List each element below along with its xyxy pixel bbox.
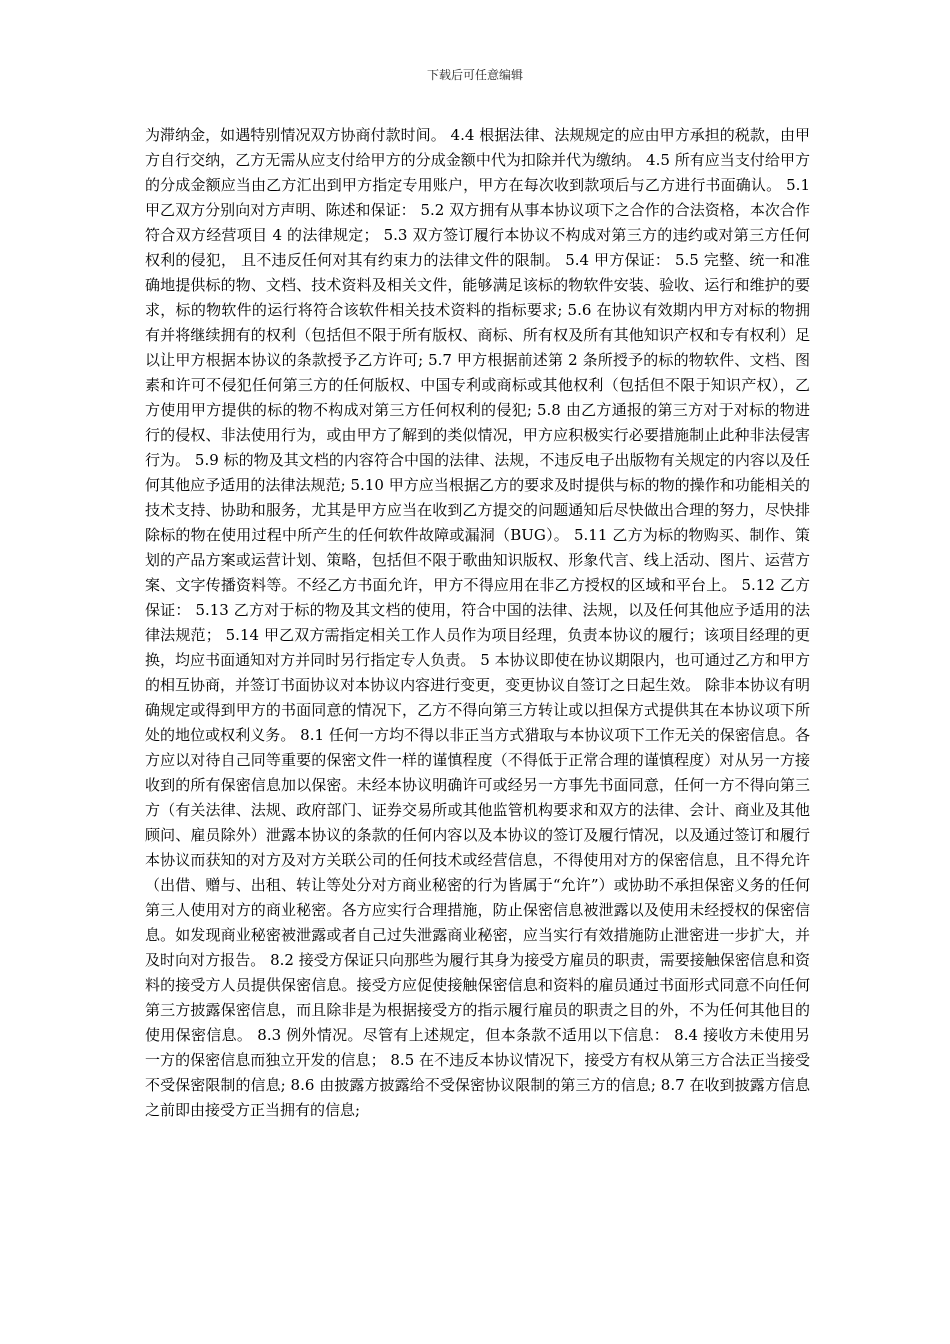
page-header-note: 下载后可任意编辑 <box>426 68 523 82</box>
document-body-text: 为滞纳金，如遇特别情况双方协商付款时间。 4.4 根据法律、法规规定的应由甲方承担的税款，由甲方自行交纳，乙方无需从应支付给甲方的分成金额中代为扣除并代为缴纳。 4.5 所有应当支付给甲方的分成金额应当由乙方汇出到甲方指定专用账户，甲方在每次收到款项后与乙方进行书面确认。 5.1 甲乙双方分别向对方声明、陈述和保证： 5.2 双方拥有从事本协议项下之合作的合法资格，本次合作符合双方经营项目 4 的法律规定； 5.3 双方签订履行本协议不构成对第三方的违约或对第三方任何权利的侵犯， 且不违反任何对其有约束力的法律文件的限制。 5.4 甲方保证： 5.5 完整、统一和准确地提供标的物、文档、技术资料及相关文件，能够满足该标的物软件安装、验收、运行和维护的要求，标的物软件的运行将符合该软件相关技术资料的指标要求; 5.6 在协议有效期内甲方对标的物拥有并将继续拥有的权利（包括但不限于所有版权、商标、所有权及所有其他知识产权和专有权利）足以让甲方根据本协议的条款授予乙方许可; 5.7 甲方根据前述第 2 条所授予的标的物软件、文档、图素和许可不侵犯任何第三方的任何版权、中国专利或商标或其他权利（包括但不限于知识产权），乙方使用甲方提供的标的物不构成对第三方任何权利的侵犯; 5.8 由乙方通报的第三方对于对标的物进行的侵权、非法使用行为，或由甲方了解到的类似情况，甲方应积极实行必要措施制止此种非法侵害行为。 5.9 标的物及其文档的内容符合中国的法律、法规，不违反电子出版物有关规定的内容以及任何其他应予适用的法律法规范; 5.10 甲方应当根据乙方的要求及时提供与标的物的操作和功能相关的技术支持、协助和服务，尤其是甲方应当在收到乙方提交的问题通知后尽快做出合理的努力，尽快排除标的物在使用过程中所产生的任何软件故障或漏洞（BUG）。 5.11 乙方为标的物购买、制作、策划的产品方案或运营计划、策略，包括但不限于歌曲知识版权、形象代言、线上活动、图片、运营方案、文字传播资料等。不经乙方书面允许，甲方不得应用在非乙方授权的区域和平台上。 5.12 乙方保证： 5.13 乙方对于标的物及其文档的使用，符合中国的法律、法规，以及任何其他应予适用的法律法规范； 5.14 甲乙双方需指定相关工作人员作为项目经理，负责本协议的履行；该项目经理的更换，均应书面通知对方并同时另行指定专人负责。 5 本协议即使在协议期限内，也可通过乙方和甲方的相互协商，并签订书面协议对本协议内容进行变更，变更协议自签订之日起生效。 除非本协议有明确规定或得到甲方的书面同意的情况下，乙方不得向第三方转让或以担保方式提供其在本协议项下所处的地位或权利义务。 8.1 任何一方均不得以非正当方式猎取与本协议项下工作无关的保密信息。各方应以对待自己同等重要的保密文件一样的谨慎程度（不得低于正常合理的谨慎程度）对从另一方接收到的所有保密信息加以保密。未经本协议明确许可或经另一方事先书面同意，任何一方不得向第三方（有关法律、法规、政府部门、证券交易所或其他监管机构要求和双方的法律、会计、商业及其他顾问、雇员除外）泄露本协议的条款的任何内容以及本协议的签订及履行情况，以及通过签订和履行本协议而获知的对方及对方关联公司的任何技术或经营信息，不得使用对方的保密信息，且不得允许（出借、赠与、出租、转让等处分对方商业秘密的行为皆属于“允许”）或协助不承担保密义务的任何第三人使用对方的商业秘密。各方应实行合理措施，防止保密信息被泄露以及使用未经授权的保密信息。如发现商业秘密被泄露或者自己过失泄露商业秘密，应当实行有效措施防止泄密进一步扩大，并及时向对方报告。 8.2 接受方保证只向那些为履行其身为接受方雇员的职责，需要接触保密信息和资料的接受方人员提供保密信息。接受方应促使接触保密信息和资料的雇员通过书面形式同意不向任何第三方披露保密信息，而且除非是为根据接受方的指示履行雇员的职责之目的外，不为任何其他目的使用保密信息。 8.3 例外情况。尽管有上述规定，但本条款不适用以下信息： 8.4 接收方未使用另一方的保密信息而独立开发的信息； 8.5 在不违反本协议情况下，接受方有权从第三方合法正当接受不受保密限制的信息; 8.6 由披露方披露给不受保密协议限制的第三方的信息; 8.7 在收到披露方信息之前即由接受方正当拥有的信息; <box>145 126 810 1119</box>
